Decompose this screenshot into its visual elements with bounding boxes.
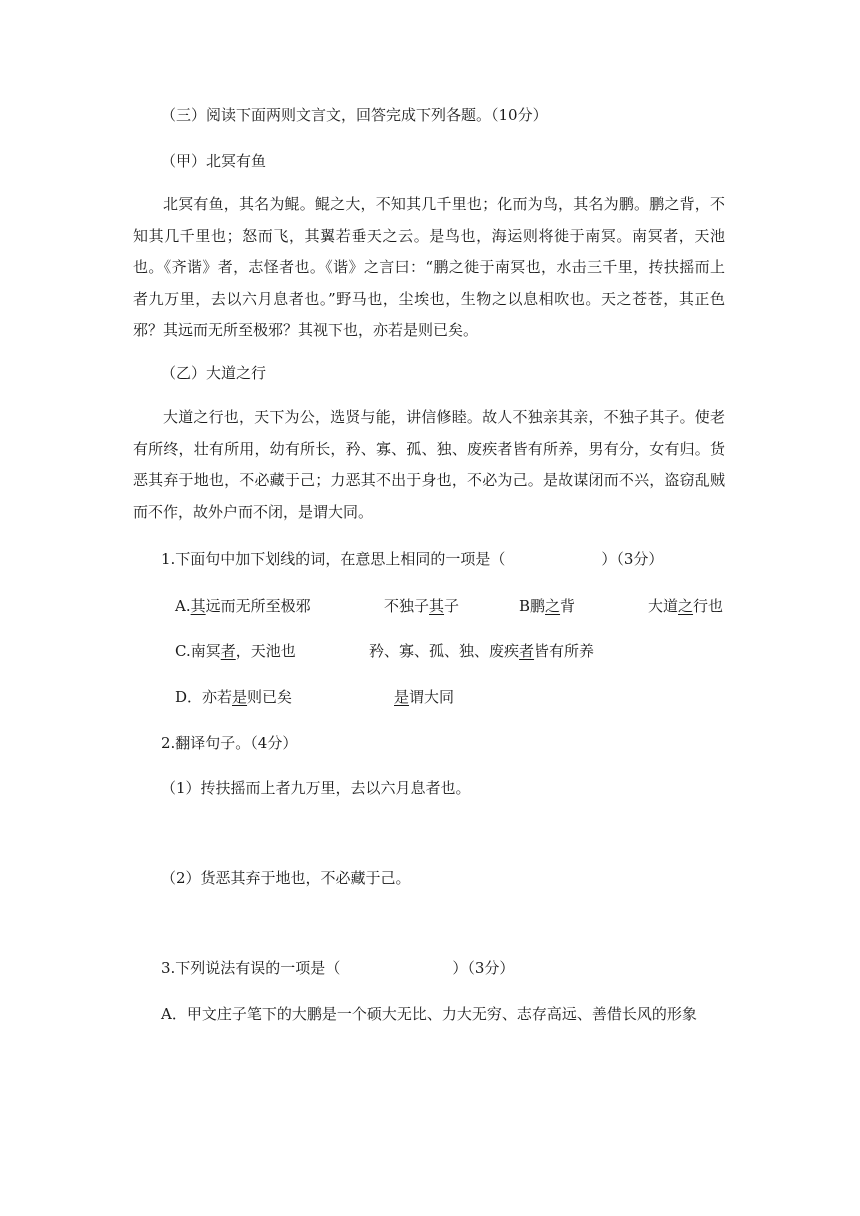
text-a-title: （甲）北冥有鱼 <box>161 152 267 170</box>
underlined-word: 之 <box>678 597 694 615</box>
q3-option-a: A．甲文庄子笔下的大鹏是一个硕大无比、力大无穷、志存高远、善借长风的形象 <box>161 1005 697 1023</box>
q1-option-b-right: 大道之行也 <box>648 597 724 615</box>
underlined-word: 是 <box>232 688 248 706</box>
q3-stem: 3.下列说法有误的一项是（ <box>161 959 341 977</box>
q1-score: ）（3分） <box>601 550 664 568</box>
q1-option-b-left: B鹏之背 <box>519 597 576 615</box>
text-a-body: 北冥有鱼，其名为鲲。鲲之大，不知其几千里也；化而为鸟，其名为鹏。鹏之背，不知其几千里也；怒而飞，其翼若垂天之云。是鸟也，海运则将徙于南冥。南冥者，天池也。《齐谐》者，志怪者也。《谐》之言曰：“鹏之徙于南冥也，水击三千里，抟扶摇而上者九万里，去以六月息者也。”野马也，尘埃也，生物之以息相吹也。天之苍苍，其正色邪？其远而无所至极邪？其视下也，亦若是则已矣。 <box>133 195 725 339</box>
q1-option-d-left: D．亦若是则已矣 <box>175 688 293 706</box>
q2-item-1: （1）抟扶摇而上者九万里，去以六月息者也。 <box>161 779 471 797</box>
text-b-body: 大道之行也，天下为公，选贤与能，讲信修睦。故人不独亲其亲，不独子其子。使老有所终，壮有所用，幼有所长，矜、寡、孤、独、废疾者皆有所养，男有分，女有归。货恶其弃于地也，不必藏于己；力恶其不出于身也，不必为己。是故谋闭而不兴，盗窃乱贼而不作，故外户而不闭，是谓大同。 <box>133 408 725 521</box>
text-b-title: （乙）大道之行 <box>161 364 267 382</box>
underlined-word: 之 <box>545 597 561 615</box>
q2-item-2: （2）货恶其弃于地也，不必藏于己。 <box>161 869 411 887</box>
q1-option-d-right: 是谓大同 <box>394 688 455 706</box>
underlined-word: 其 <box>429 597 445 615</box>
q1-option-a-right: 不独子其子 <box>384 597 460 615</box>
underlined-word: 者 <box>519 642 535 660</box>
q1-stem-line <box>161 548 663 570</box>
q3-stem-line <box>161 957 514 979</box>
underlined-word: 其 <box>190 597 206 615</box>
underlined-word: 者 <box>220 642 236 660</box>
q1-option-c-left: C.南冥者，天池也 <box>175 642 296 660</box>
q1-option-c-right: 矜、寡、孤、独、废疾者皆有所养 <box>369 642 595 660</box>
q1-stem: 1.下面句中加下划线的词，在意思上相同的一项是（ <box>161 550 506 568</box>
q2-stem: 2.翻译句子。（4分） <box>161 734 298 752</box>
q3-score: ）（3分） <box>452 959 515 977</box>
q1-option-a-left: A.其远而无所至极邪 <box>175 597 311 615</box>
section-heading: （三）阅读下面两则文言文，回答完成下列各题。（10分） <box>161 106 548 124</box>
underlined-word: 是 <box>394 688 410 706</box>
